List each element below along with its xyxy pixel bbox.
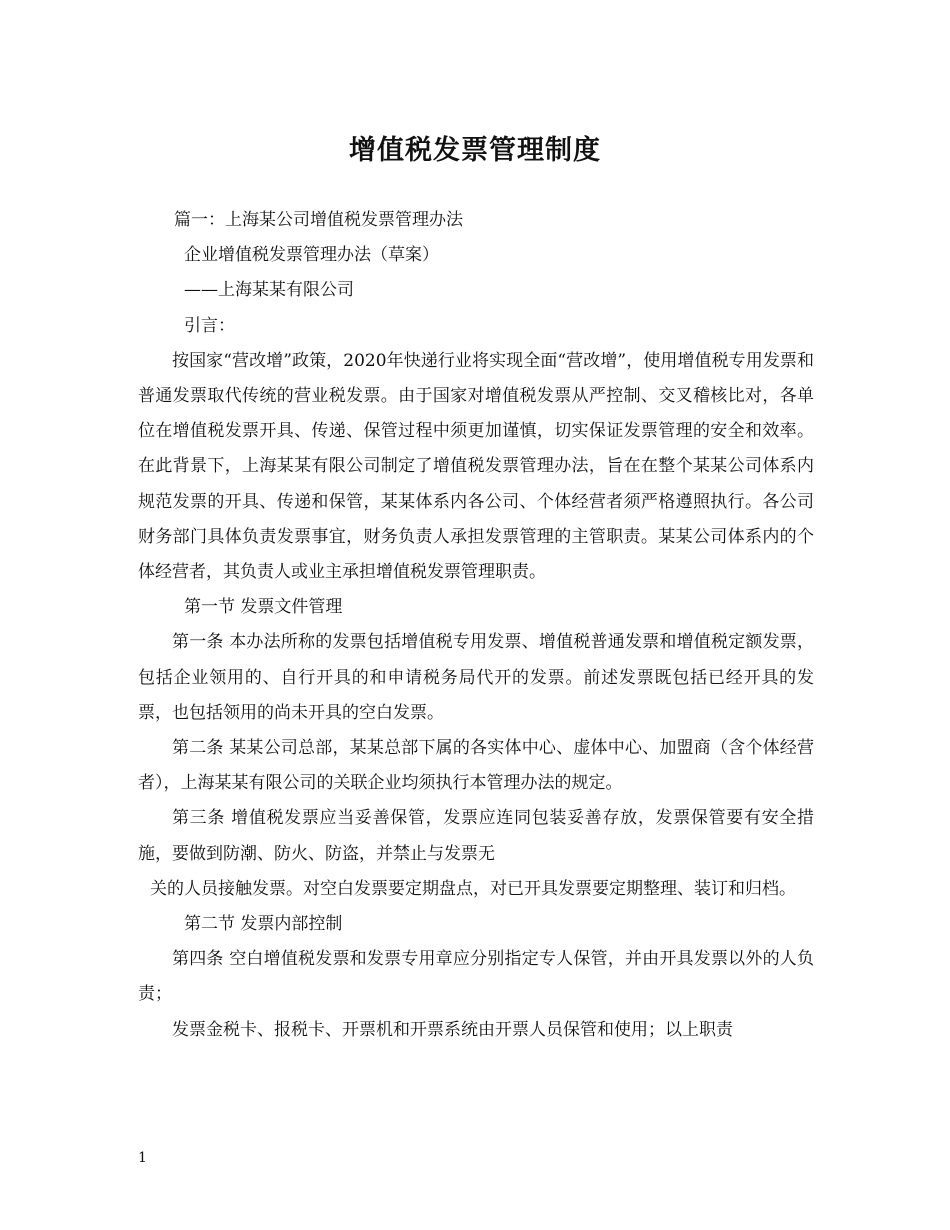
article-paragraph: 第二条 某某公司总部，某某总部下属的各实体中心、虚体中心、加盟商（含个体经营者），上海某某有限公司的关联企业均须执行本管理办法的规定。 bbox=[138, 738, 814, 794]
document-title: 增值税发票管理制度 bbox=[349, 135, 601, 166]
article-paragraph: 第一条 本办法所称的发票包括增值税专用发票、增值税普通发票和增值税定额发票，包括企业领用的、自行开具的和申请税务局代开的发票。前述发票既包括已经开具的发票，也包括领用的尚未开具的空白发票。 bbox=[138, 632, 814, 723]
page-number: 1 bbox=[138, 1150, 147, 1166]
chapter-heading: 篇一：上海某公司增值税发票管理办法 bbox=[174, 210, 463, 230]
section-heading: 第一节 发票文件管理 bbox=[184, 597, 343, 618]
article-paragraph: 第四条 空白增值税发票和发票专用章应分别指定专人保管，并由开具发票以外的人负责； bbox=[138, 949, 814, 1005]
article-continuation: 关的人员接触发票。对空白发票要定期盘点，对已开具发票要定期整理、装订和归档。 bbox=[150, 878, 796, 899]
intro-label: 引言： bbox=[184, 315, 235, 336]
subtitle: 企业增值税发票管理办法（草案） bbox=[184, 245, 439, 266]
intro-paragraph: 按国家“营改增”政策，2020年快递行业将实现全面“营改增”，使用增值税专用发票和普通发票取代传统的营业税发票。由于国家对增值税发票从严控制、交叉稽核比对，各单位在增值税发票开具、传递、保管过程中须更加谨慎，切实保证发票管理的安全和效率。在此背景下，上海某某有限公司制定了增值税发票管理办法，旨在在整个某某公司体系内规范发票的开具、传递和保管，某某体系内各公司、个体经营者须严格遵照执行。各公司财务部门具体负责发票事宜，财务负责人承担发票管理的主管职责。某某公司体系内的个体经营者，其负责人或业主承担增值税发票管理职责。 bbox=[138, 350, 814, 583]
document-body bbox=[138, 203, 814, 1048]
article-paragraph: 第三条 增值税发票应当妥善保管，发票应连同包装妥善存放，发票保管要有安全措施，要做到防潮、防火、防盗，并禁止与发票无 bbox=[138, 808, 814, 864]
company-line: ——上海某某有限公司 bbox=[184, 280, 354, 301]
article-paragraph: 发票金税卡、报税卡、开票机和开票系统由开票人员保管和使用；以上职责 bbox=[172, 1019, 733, 1040]
section-heading: 第二节 发票内部控制 bbox=[184, 914, 343, 935]
